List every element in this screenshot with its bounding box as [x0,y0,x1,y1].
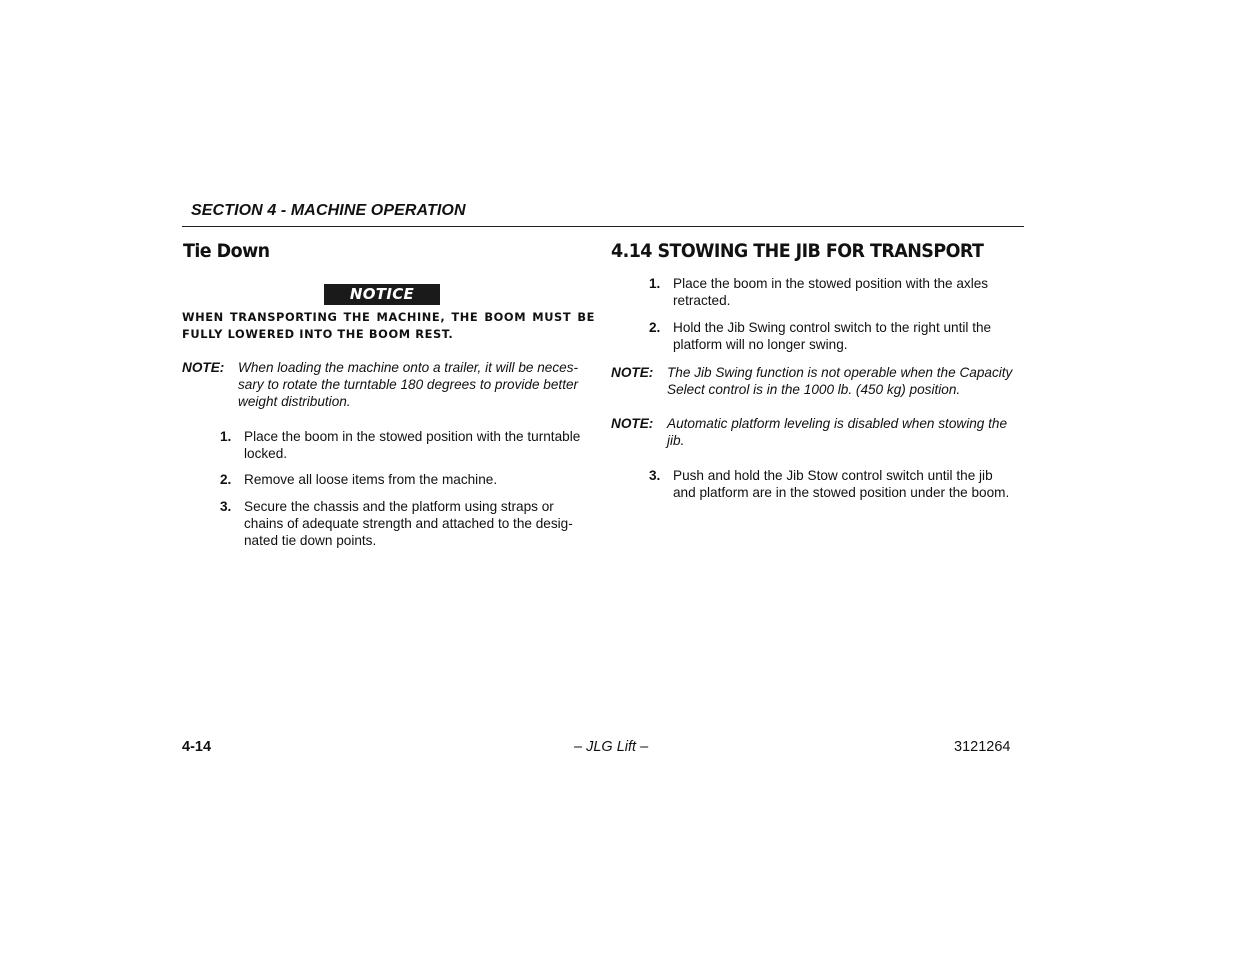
list-item-number: 3. [220,499,232,514]
tie-down-heading: Tie Down [183,240,270,262]
list-item [649,467,1024,501]
note-line: Automatic platform leveling is disabled when stowing the [667,416,1008,431]
list-item-body [673,319,991,353]
list-item-body [244,428,580,462]
list-item-line: Secure the chassis and the platform using straps or [244,499,554,514]
page-number: 4-14 [182,739,212,755]
note-right-1 [611,364,1024,398]
note-line: jib. [667,433,685,448]
list-item [649,275,1024,309]
list-item-line: Push and hold the Jib Stow control switch until the jib [673,468,993,483]
note-label: NOTE: [611,416,654,431]
note-left [182,359,595,410]
list-item [649,319,1024,353]
header-rule [182,226,1024,227]
list-item-line: retracted. [673,293,731,308]
list-item-number: 3. [649,468,661,483]
note-body [238,359,578,410]
list-item-line: and platform are in the stowed position under the boom. [673,485,1010,500]
document-number: 3121264 [954,739,1011,755]
list-item-line: Place the boom in the stowed position with the axles [673,276,989,291]
note-line: Select control is in the 1000 lb. (450 kg) position. [667,382,961,397]
section-header: SECTION 4 - MACHINE OPERATION [191,202,466,219]
list-item-body [673,275,988,309]
list-item-body [244,471,497,488]
footer-center: – JLG Lift – [574,739,649,755]
note-label: NOTE: [182,360,225,375]
note-line: weight distribution. [238,394,351,409]
list-item [220,471,595,488]
stowing-jib-heading: 4.14 STOWING THE JIB FOR TRANSPORT [611,240,984,262]
list-item-body [244,498,573,549]
list-item-number: 2. [220,472,232,487]
list-item-number: 1. [220,429,232,444]
note-line: When loading the machine onto a trailer, it will be neces- [238,360,579,375]
note-right-2 [611,415,1024,449]
notice-badge: NOTICE [324,284,440,305]
list-item-number: 1. [649,276,661,291]
note-body [667,364,1012,398]
list-item-line: locked. [244,446,288,461]
notice-text: WHEN TRANSPORTING THE MACHINE, THE BOOM MUST BE FULLY LOWERED INTO THE BOOM REST. [182,310,595,341]
note-label: NOTE: [611,365,654,380]
list-item-line: platform will no longer swing. [673,337,848,352]
list-item-line: nated tie down points. [244,533,377,548]
list-item [220,428,595,462]
list-item-line: chains of adequate strength and attached to the desig- [244,516,573,531]
list-item-line: Hold the Jib Swing control switch to the right until the [673,320,992,335]
list-item-line: Remove all loose items from the machine. [244,472,498,487]
note-line: The Jib Swing function is not operable when the Capacity [667,365,1013,380]
list-item-line: Place the boom in the stowed position with the turntable [244,429,581,444]
list-item-body [673,467,1009,501]
note-body [667,415,1007,449]
list-item-number: 2. [649,320,661,335]
list-item [220,498,595,549]
note-line: sary to rotate the turntable 180 degrees to provide better [238,377,579,392]
